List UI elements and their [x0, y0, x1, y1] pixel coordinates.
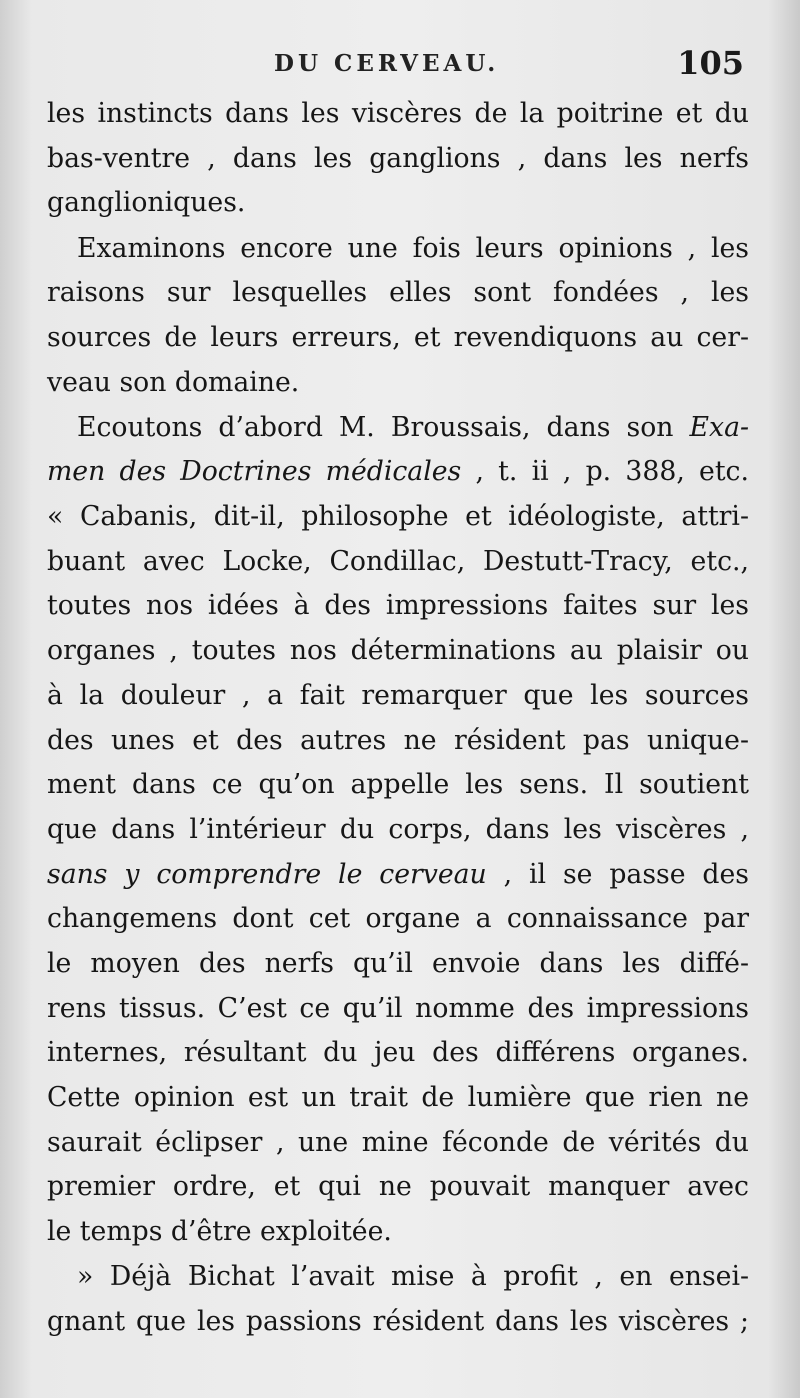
text-segment: , il se passe des [486, 858, 749, 890]
text-line [47, 942, 749, 987]
text-line [47, 316, 749, 361]
text-line [47, 406, 749, 451]
text-segment: que dans l’intérieur du corps, dans les viscères , [47, 813, 749, 845]
text-line [47, 987, 749, 1032]
text-segment: raisons sur lesquelles elles sont fondées , les [47, 277, 749, 309]
text-line [47, 763, 749, 808]
italic-text-segment: sans y comprendre le cerveau [47, 858, 487, 890]
text-line [47, 137, 749, 182]
text-line [47, 1121, 749, 1166]
text-segment: sources de leurs erreurs, et revendiquons au cer- [47, 321, 749, 353]
text-segment: bas-ventre , dans les ganglions , dans les nerfs [47, 142, 749, 174]
running-head: DU CERVEAU. [274, 50, 500, 77]
text-segment: , t. ii , p. 388, etc. [461, 456, 749, 488]
text-segment: changemens dont cet organe a connaissance par [47, 903, 749, 935]
text-line [47, 1255, 749, 1300]
text-line [47, 92, 749, 137]
text-line [47, 1031, 749, 1076]
text-segment: « Cabanis, dit-il, philosophe et idéologiste, attri- [47, 501, 749, 533]
text-segment: ment dans ce qu’on appelle les sens. Il soutient [47, 769, 749, 801]
text-segment: à la douleur , a fait remarquer que les sources [47, 679, 749, 711]
text-segment: toutes nos idées à des impressions faites sur les [47, 590, 749, 622]
text-segment: veau son domaine. [47, 366, 300, 398]
text-segment: saurait éclipser , une mine féconde de vérités du [47, 1126, 749, 1158]
text-line [47, 1210, 749, 1255]
text-line [47, 897, 749, 942]
text-line [47, 1076, 749, 1121]
text-line [47, 719, 749, 764]
text-line [47, 271, 749, 316]
text-segment: les instincts dans les viscères de la poitrine et du [47, 98, 749, 129]
text-segment: ganglioniques. [47, 187, 246, 219]
text-segment: Cette opinion est un trait de lumière que rien ne [47, 1082, 749, 1113]
italic-text-segment: men des Doctrines médicales [47, 456, 462, 488]
text-line [47, 450, 749, 495]
text-segment: des unes et des autres ne résident pas unique- [47, 724, 749, 756]
text-line [47, 495, 749, 540]
body-text [47, 92, 749, 1345]
text-segment: organes , toutes nos déterminations au plaisir ou [47, 635, 749, 667]
page-header [48, 44, 744, 84]
text-line [47, 853, 749, 898]
text-line [47, 361, 749, 406]
text-line [47, 181, 749, 226]
text-line [47, 674, 749, 719]
text-segment: rens tissus. C’est ce qu’il nomme des impressions [47, 992, 749, 1024]
text-line [47, 1165, 749, 1210]
text-line [47, 1300, 749, 1345]
text-line [47, 540, 749, 585]
italic-text-segment: Exa- [689, 411, 749, 443]
text-segment: Ecoutons d’abord M. Broussais, dans son [77, 411, 690, 443]
text-line [47, 808, 749, 853]
text-segment: internes, résultant du jeu des différens organes. [47, 1037, 749, 1069]
text-segment: gnant que les passions résident dans les viscères ; [47, 1305, 749, 1337]
page-number: 105 [677, 44, 744, 82]
text-segment: buant avec Locke, Condillac, Destutt-Tracy, etc., [47, 545, 749, 577]
text-line [47, 584, 749, 629]
text-segment: le temps d’être exploitée. [47, 1216, 392, 1248]
text-segment: premier ordre, et qui ne pouvait manquer avec [47, 1171, 749, 1203]
text-line [47, 227, 749, 272]
text-line [47, 629, 749, 674]
text-segment: Examinons encore une fois leurs opinions , les [77, 232, 749, 264]
text-segment: » Déjà Bichat l’avait mise à profit , en ensei- [77, 1261, 749, 1293]
text-segment: le moyen des nerfs qu’il envoie dans les diffé- [47, 947, 749, 979]
